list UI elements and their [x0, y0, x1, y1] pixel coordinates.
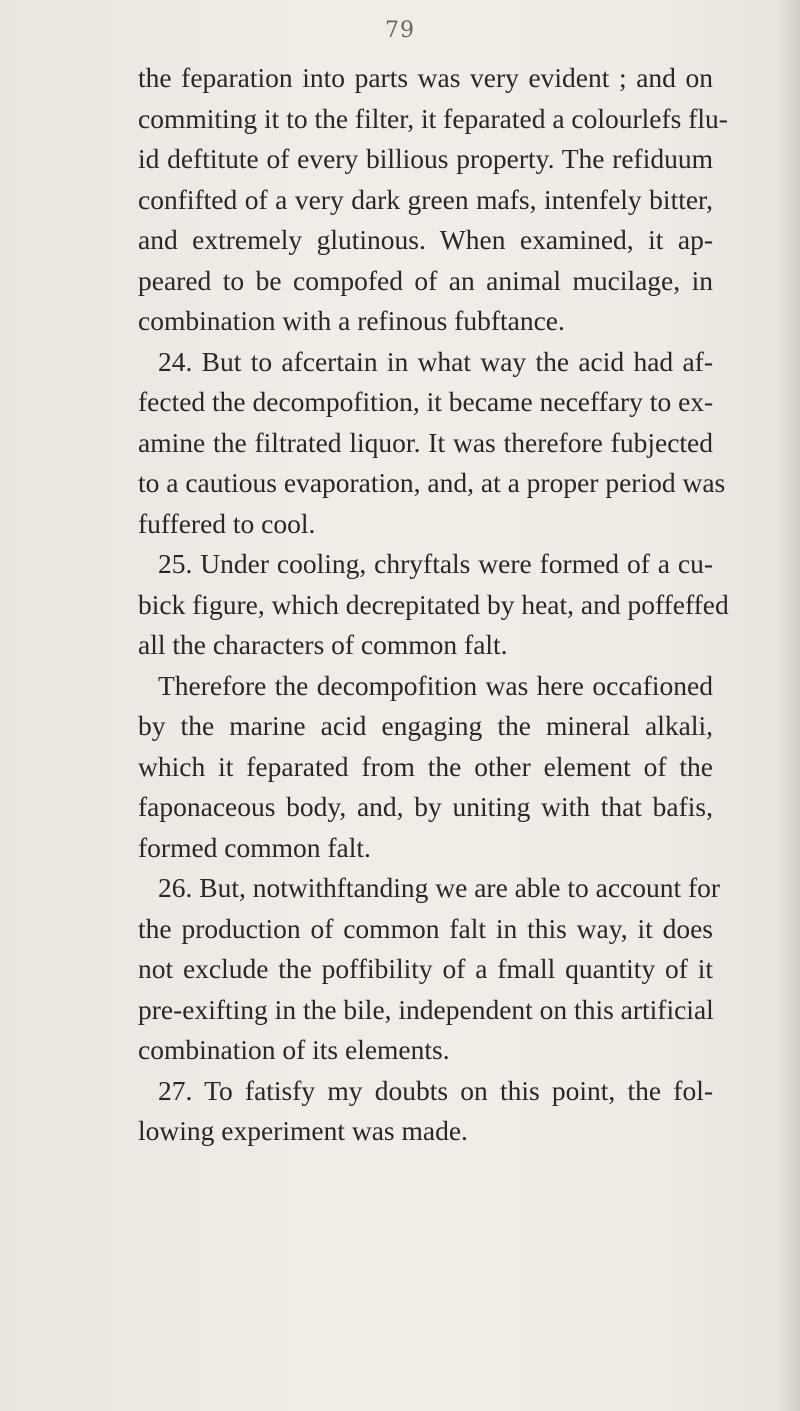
text-line: confifted of a very dark green mafs, intenfely bitter,	[138, 183, 713, 215]
text-line: combination with a refinous fubftance.	[138, 305, 565, 336]
text-line: the production of common falt in this way, it does	[138, 912, 713, 944]
text-line: the feparation into parts was very evident ; and on	[138, 62, 713, 93]
text-line: commiting it to the filter, it feparated a colourlefs flu-	[138, 102, 728, 134]
text-line: and extremely glutinous. When examined, it ap-	[138, 224, 713, 255]
text-line: faponaceous body, and, by uniting with that bafis,	[138, 791, 713, 822]
paragraph-27-start: 27. To fatisfy my doubts on this point, the fol-	[158, 1074, 713, 1106]
text-line: bick figure, which decrepitated by heat, and poffeffed	[138, 588, 729, 620]
text-line: which it feparated from the other element of the	[138, 750, 713, 782]
text-line: id deftitute of every billious property. The refiduum	[138, 143, 713, 174]
text-line: combination of its elements.	[138, 1034, 450, 1065]
text-line: by the marine acid engaging the mineral alkali,	[138, 710, 713, 741]
text-line: formed common falt.	[138, 831, 371, 863]
paragraph-therefore-start: Therefore the decompofition was here occafioned	[158, 669, 713, 701]
text-line: fuffered to cool.	[138, 507, 316, 539]
page-number: 79	[385, 18, 415, 43]
text-line: fected the decompofition, it became neceffary to ex-	[138, 386, 714, 417]
paragraph-25-start: 25. Under cooling, chryftals were formed of a cu-	[158, 548, 713, 579]
text-line: all the characters of common falt.	[138, 629, 508, 660]
paragraph-24-start: 24. But to afcertain in what way the acid had af-	[158, 345, 713, 377]
text-line: peared to be compofed of an animal mucilage, in	[138, 264, 713, 296]
text-line: amine the filtrated liquor. It was therefore fubjected	[138, 426, 713, 458]
text-line: not exclude the poffibility of a fmall quantity of it	[138, 953, 713, 984]
page-edge-shadow	[778, 0, 800, 1411]
paragraph-26-start: 26. But, notwithftanding we are able to account for	[158, 872, 721, 903]
text-line: lowing experiment was made.	[138, 1115, 468, 1146]
body-text	[138, 58, 729, 1152]
text-line: to a cautious evaporation, and, at a proper period was	[138, 467, 726, 498]
text-line: pre-exifting in the bile, independent on this artificial	[138, 993, 714, 1025]
